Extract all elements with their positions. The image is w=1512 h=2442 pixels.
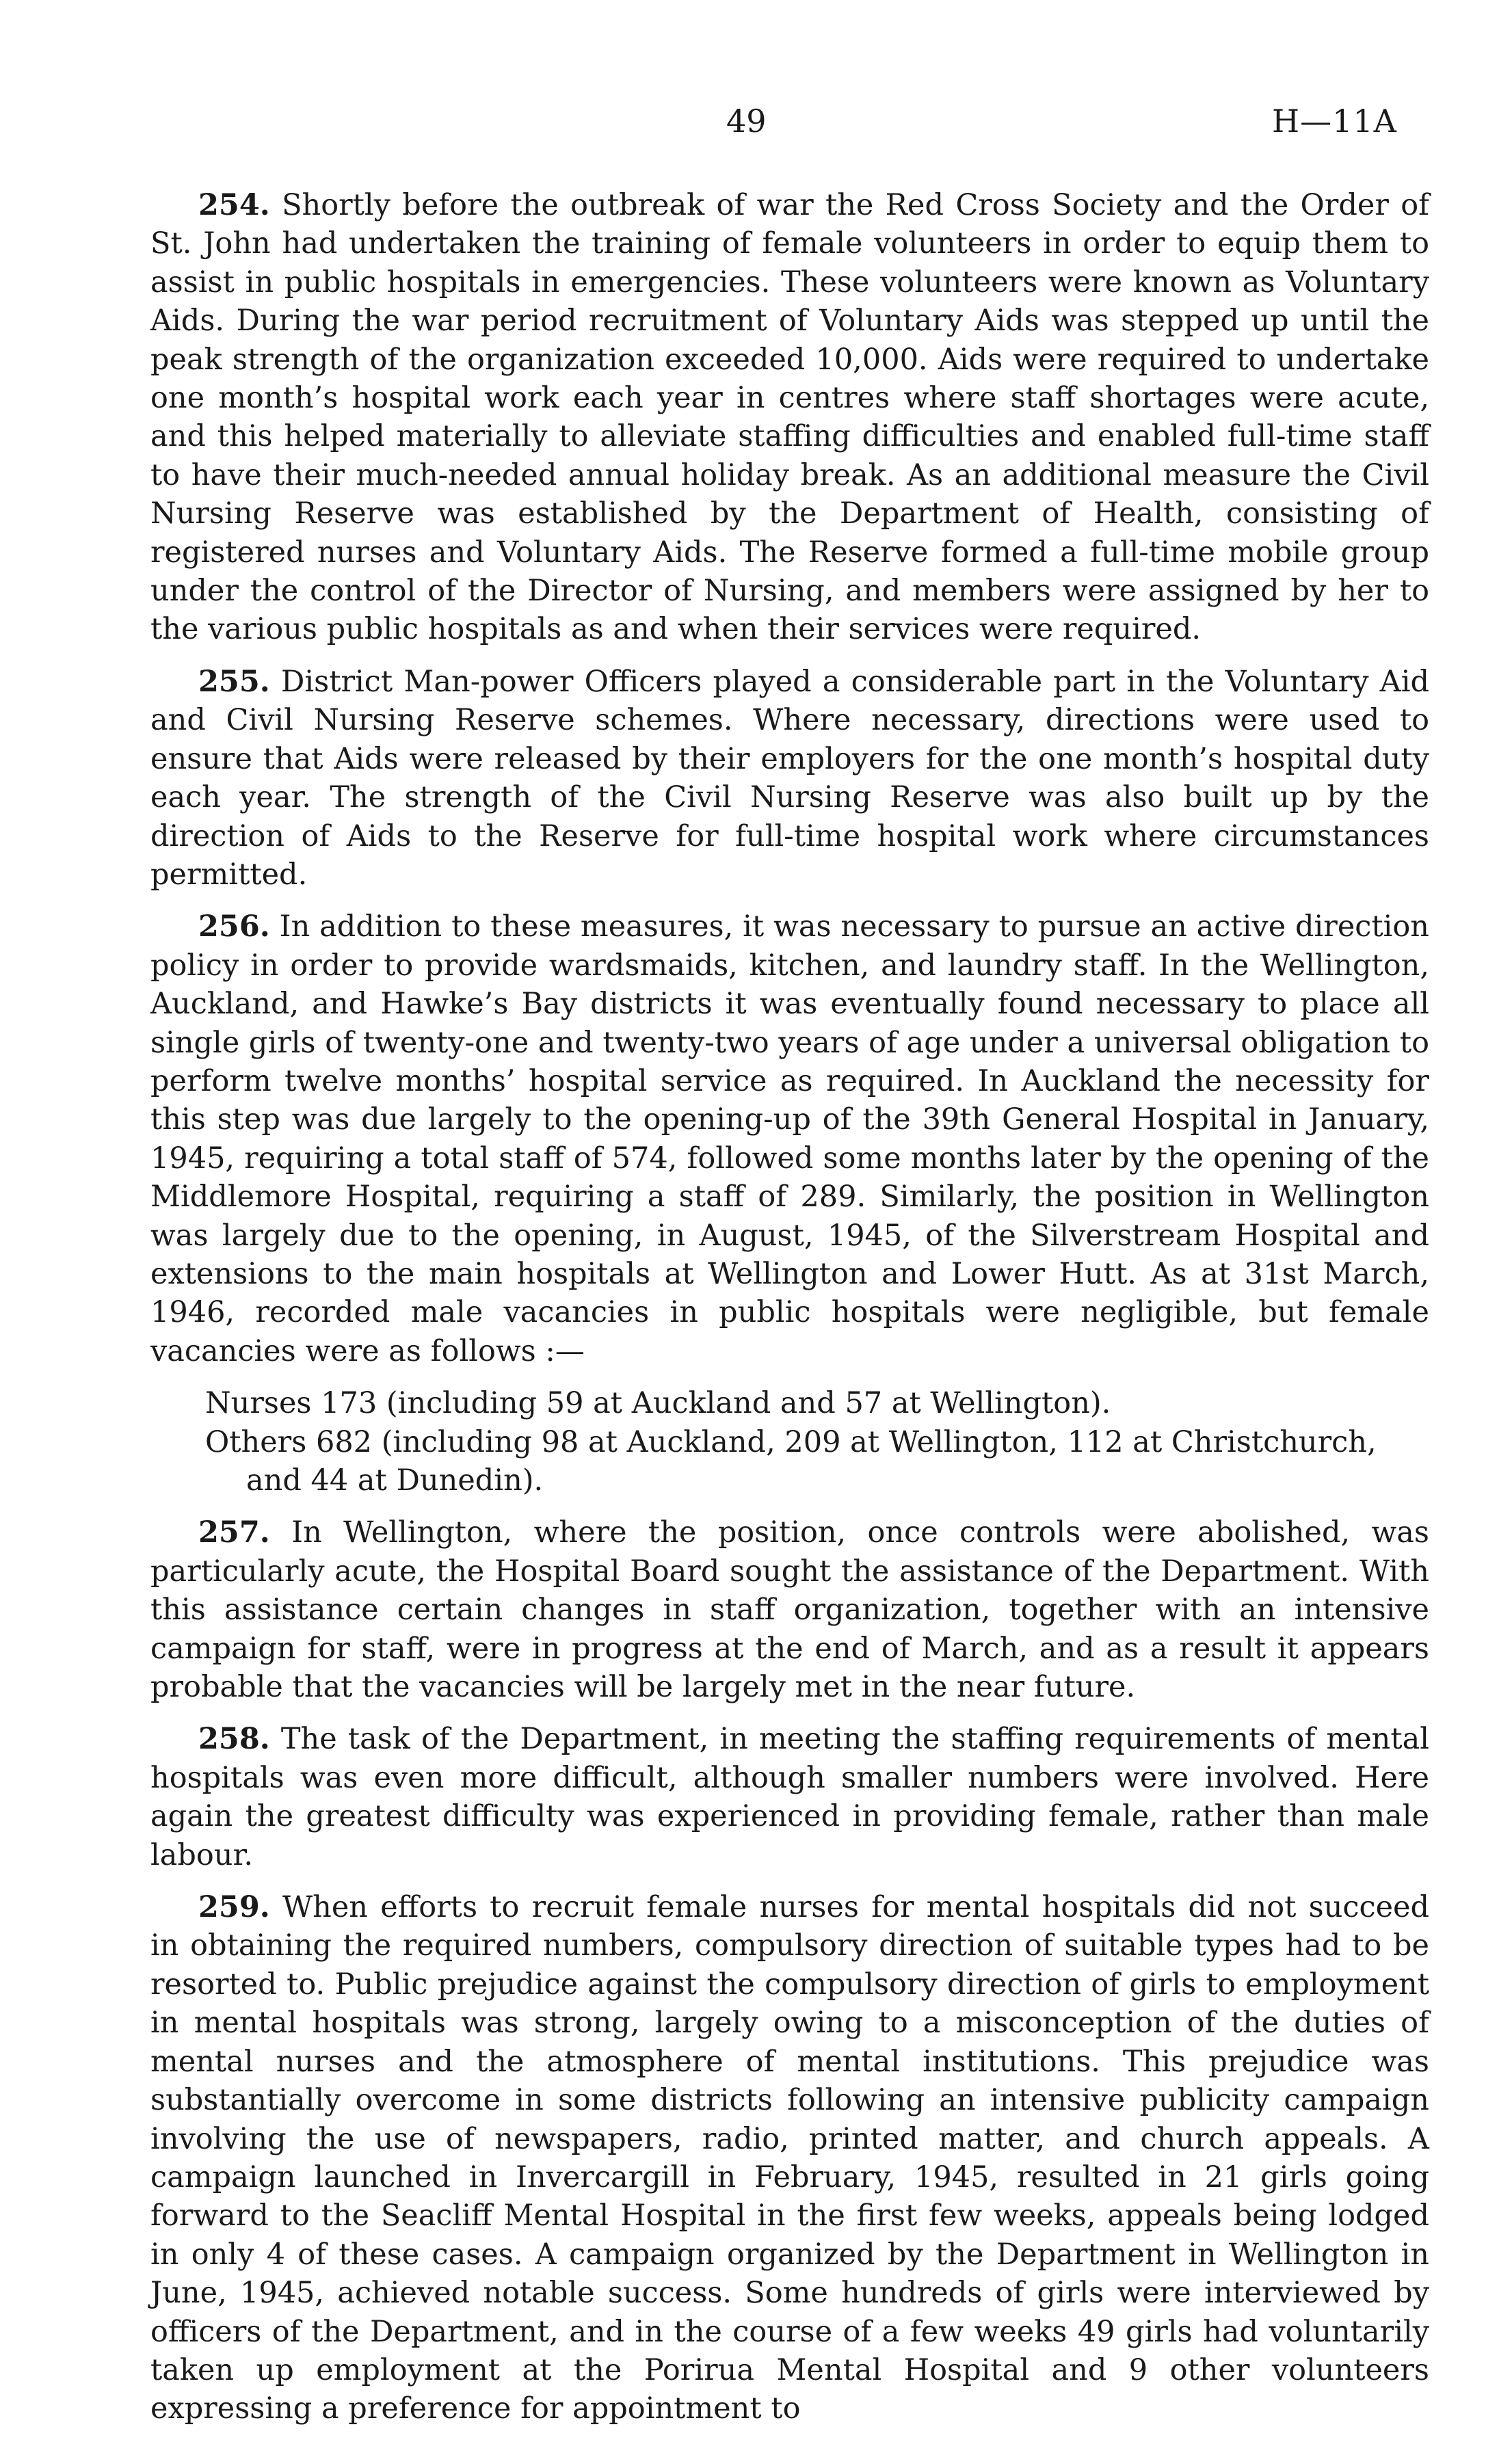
paragraph-number: 256. bbox=[198, 910, 270, 944]
paragraph-number: 257. bbox=[198, 1515, 270, 1550]
paragraph-number: 258. bbox=[198, 1722, 270, 1757]
paragraph-text: The task of the Department, in meeting the staffing requirements of mental hospitals was even more difficult, although smaller numbers were involved. Here again the greatest difficulty was experienced in providing female, rather than male labour. bbox=[150, 1722, 1429, 1872]
paragraph-text: District Man-power Officers played a considerable part in the Voluntary Aid and Civil Nursing Reserve schemes. Where necessary, directions were used to ensure that Aids were released by their employers for the one month’s hospital duty each year. The strength of the Civil Nursing Reserve was also built up by the direction of Aids to the Reserve for full-time hospital work where circumstances permitted. bbox=[150, 664, 1430, 892]
paragraph-256 bbox=[150, 907, 1429, 1370]
paragraph-text: When efforts to recruit female nurses for mental hospitals did not succeed in obtaining the required numbers, compulsory direction of suitable types had to be resorted to. Public prejudice against the compulsory direction of girls to employment in mental hospitals was strong, largely owing to a misconception of the duties of mental nurses and the atmosphere of mental institutions. This prejudice was substantially overcome in some districts following an intensive publicity campaign involving the use of newspapers, radio, printed matter, and church appeals. A campaign launched in Invercargill in February, 1945, resulted in 21 girls going forward to the Seacliff Mental Hospital in the first few weeks, appeals being lodged in only 4 of these cases. A campaign organized by the Department in Wellington in June, 1945, achieved notable success. Some hundreds of girls were interviewed by officers of the Department, and in the course of a few weeks 49 girls had voluntarily taken up employment at the Porirua Mental Hospital and 9 other volunteers expressing a preference for appointment to bbox=[150, 1890, 1429, 2426]
vacancy-list bbox=[150, 1384, 1429, 1500]
vacancy-list-item: Nurses 173 (including 59 at Auckland and 57 at Wellington). bbox=[205, 1386, 1111, 1421]
paragraph-258 bbox=[150, 1720, 1429, 1874]
paragraph-259 bbox=[150, 1888, 1429, 2428]
body-text bbox=[150, 186, 1429, 2442]
paragraph-257 bbox=[150, 1513, 1429, 1706]
page-number: 49 bbox=[726, 103, 767, 140]
paragraph-255 bbox=[150, 663, 1429, 894]
document-reference: H—11A bbox=[1272, 103, 1397, 140]
paragraph-text: Shortly before the outbreak of war the Red Cross Society and the Order of St. John had undertaken the training of female volunteers in order to equip them to assist in public hospitals in emergencies. These volunteers were known as Voluntary Aids. During the war period recruitment of Voluntary Aids was stepped up until the peak strength of the organization exceeded 10,000. Aids were required to undertake one month’s hospital work each year in centres where staff shortages were acute, and this helped materially to alleviate staffing difficulties and enabled full-time staff to have their much-needed annual holiday break. As an additional measure the Civil Nursing Reserve was established by the Department of Health, consisting of registered nurses and Voluntary Aids. The Reserve formed a full-time mobile group under the control of the Director of Nursing, and members were assigned by her to the various public hospitals as and when their services were required. bbox=[150, 188, 1430, 647]
vacancy-list-item: Others 682 (including 98 at Auckland, 209 at Wellington, 112 at Christchurch, and 44 at Dunedin). bbox=[205, 1424, 1377, 1498]
paragraph-254 bbox=[150, 186, 1429, 649]
paragraph-number: 259. bbox=[198, 1890, 270, 1925]
paragraph-number: 255. bbox=[198, 664, 270, 699]
paragraph-text: In addition to these measures, it was necessary to pursue an active direction policy in order to provide wardsmaids, kitchen, and laundry staff. In the Wellington, Auckland, and Hawke’s Bay districts it was eventually found necessary to place all single girls of twenty-one and twenty-two years of age under a universal obligation to perform twelve months’ hospital service as required. In Auckland the necessity for this step was due largely to the opening-up of the 39th General Hospital in January, 1945, requiring a total staff of 574, followed some months later by the opening of the Middlemore Hospital, requiring a staff of 289. Similarly, the position in Wellington was largely due to the opening, in August, 1945, of the Silverstream Hospital and extensions to the main hospitals at Wellington and Lower Hutt. As at 31st March, 1946, recorded male vacancies in public hospitals were negligible, but female vacancies were as follows :— bbox=[150, 910, 1429, 1368]
paragraph-text: In Wellington, where the position, once controls were abolished, was particularly acute, the Hospital Board sought the assistance of the Department. With this assistance certain changes in staff organization, together with an intensive campaign for staff, were in progress at the end of March, and as a result it appears probable that the vacancies will be largely met in the near future. bbox=[150, 1515, 1429, 1705]
paragraph-number: 254. bbox=[198, 188, 270, 222]
